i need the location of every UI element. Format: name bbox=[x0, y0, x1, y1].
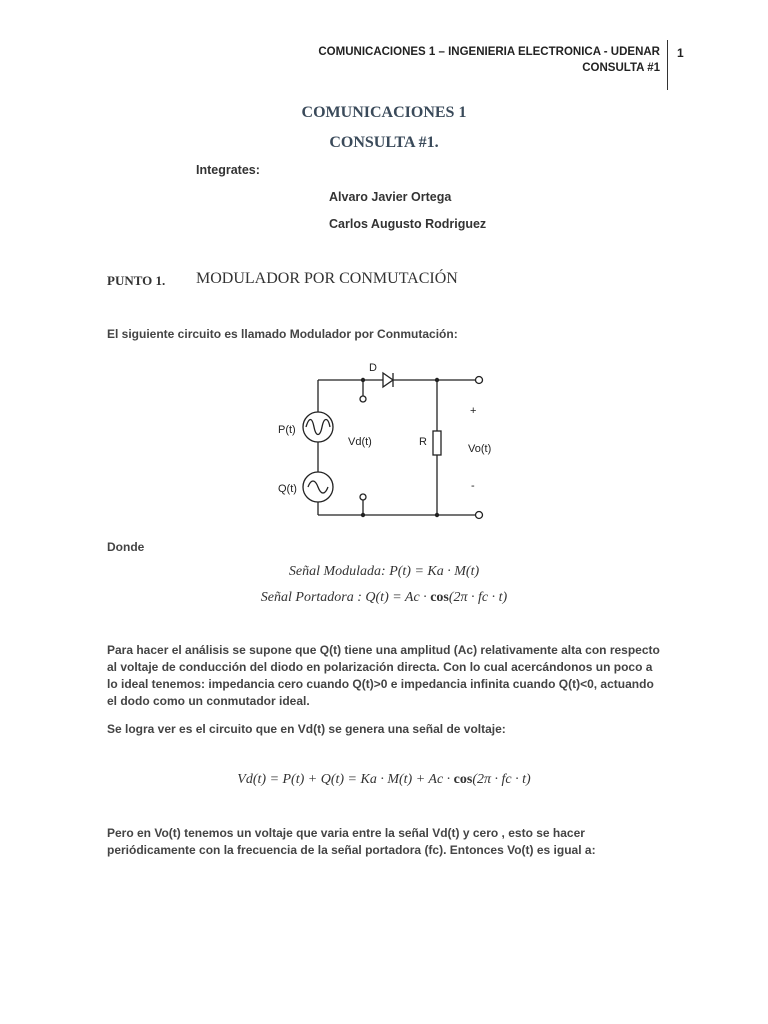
analysis-paragraph: Para hacer el análisis se supone que Q(t) tiene una amplitud (Ac) relativamente alta con respecto al voltaje de conducción del diodo en polarización directa. Con lo cual acercándonos un poco a lo ideal tenemos: impedancia cero cuando Q(t)>0 e impedancia infinita cuando Q(t)<0, actuando el dodo como un conmutador ideal. bbox=[107, 643, 660, 708]
equation-modulada: Señal Modulada: P(t) = Ka · M(t) bbox=[288, 564, 480, 579]
doc-title: COMUNICACIONES 1 bbox=[301, 104, 467, 121]
vo-label: Vo(t) bbox=[468, 443, 492, 455]
minus-sign: - bbox=[471, 480, 475, 492]
member-name: Carlos Augusto Rodriguez bbox=[329, 217, 487, 231]
vd-label: Vd(t) bbox=[348, 436, 372, 448]
vd-intro-paragraph: Se logra ver es el circuito que en Vd(t) se genera una señal de voltaje: bbox=[107, 722, 506, 736]
circuit-diagram bbox=[270, 355, 500, 530]
vo-paragraph: Pero en Vo(t) tenemos un voltaje que varia entre la señal Vd(t) y cero , esto se hacer periódicamente con la frecuencia de la señal portadora (fc). Entonces Vo(t) es igual a: bbox=[107, 826, 596, 857]
header-line-1: COMUNICACIONES 1 – INGENIERIA ELECTRONICA - UDENAR bbox=[318, 46, 660, 58]
header-line-2: CONSULTA #1 bbox=[582, 62, 660, 74]
donde-label: Donde bbox=[107, 540, 145, 554]
source-q-label: Q(t) bbox=[278, 483, 297, 495]
source-p-label: P(t) bbox=[278, 424, 296, 436]
equation-vd: Vd(t) = P(t) + Q(t) = Ka · M(t) + Ac · cos(2π · fc · t) bbox=[237, 772, 531, 787]
section-title: MODULADOR POR CONMUTACIÓN bbox=[196, 270, 458, 287]
page-number: 1 bbox=[677, 46, 684, 60]
members-label: Integrates: bbox=[196, 163, 260, 177]
member-name: Alvaro Javier Ortega bbox=[329, 190, 452, 204]
diode-label: D bbox=[369, 362, 377, 374]
header-divider bbox=[667, 40, 668, 90]
plus-sign: + bbox=[470, 405, 477, 417]
equation-portadora: Señal Portadora : Q(t) = Ac · cos(2π · fc · t) bbox=[260, 590, 508, 605]
doc-subtitle: CONSULTA #1. bbox=[329, 134, 439, 151]
section-number: PUNTO 1. bbox=[107, 273, 166, 288]
resistor-label: R bbox=[419, 436, 427, 448]
intro-text: El siguiente circuito es llamado Modulador por Conmutación: bbox=[107, 327, 458, 341]
